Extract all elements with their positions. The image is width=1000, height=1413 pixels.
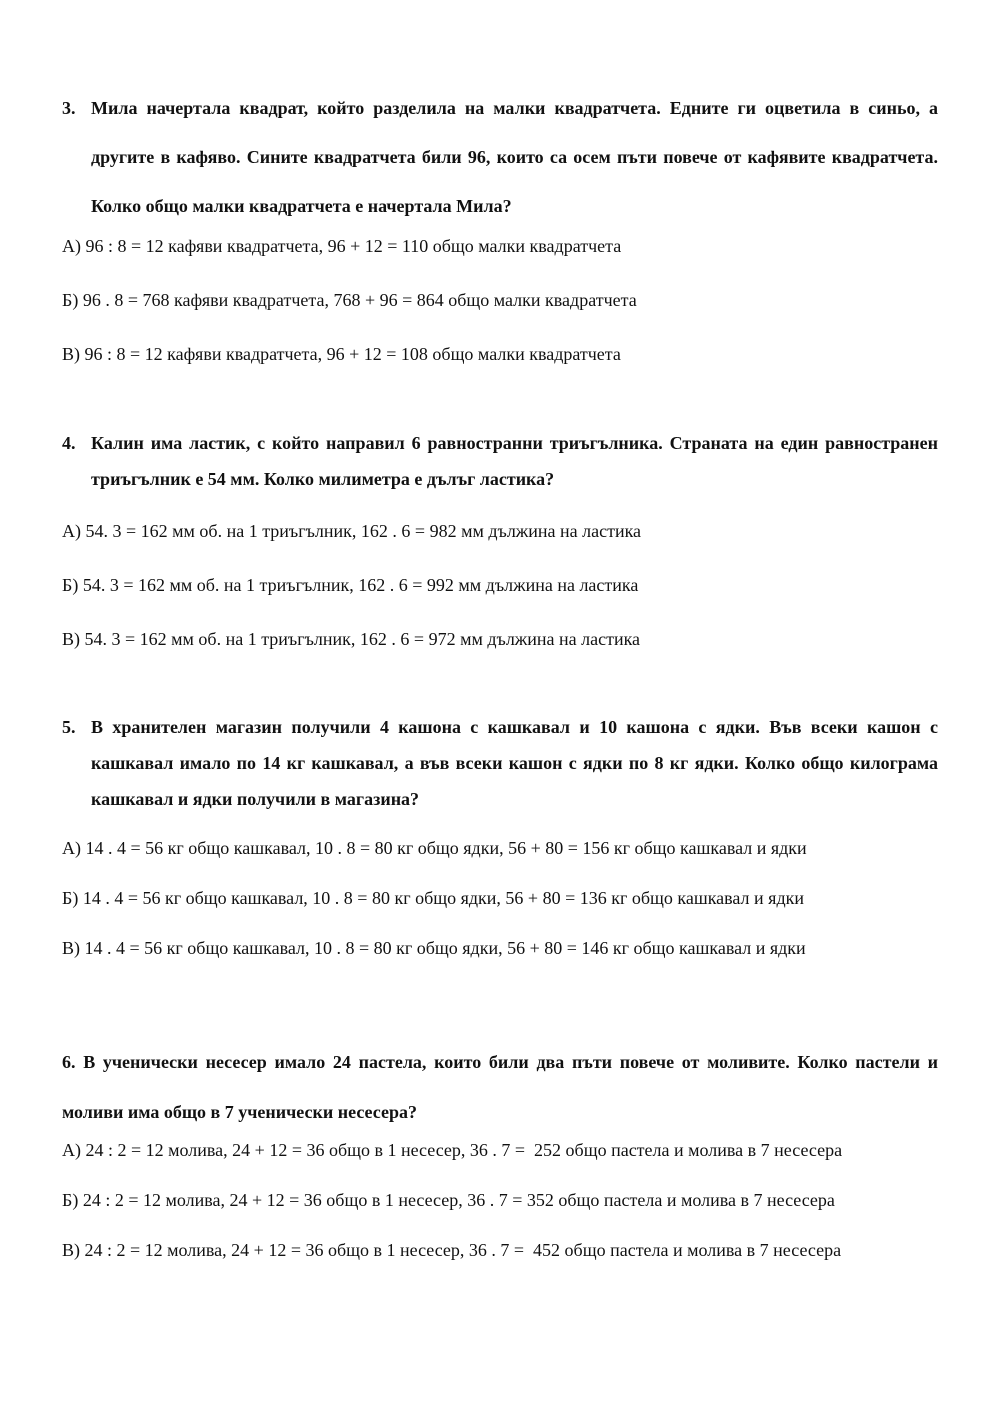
option-c[interactable]: В) 14 . 4 = 56 кг общо кашкавал, 10 . 8 = 80 кг общо ядки, 56 + 80 = 146 кг общо кашкавал и ядки <box>62 938 806 958</box>
option-c[interactable]: В) 54. 3 = 162 мм об. на 1 триъгълник, 162 . 6 = 972 мм дължина на ластика <box>62 629 641 649</box>
option-b[interactable]: Б) 54. 3 = 162 мм об. на 1 триъгълник, 162 . 6 = 992 мм дължина на ластика <box>62 575 639 595</box>
question-6 <box>62 1037 938 1137</box>
question-text: В хранителен магазин получили 4 кашона с кашкавал и 10 кашона с ядки. Във всеки кашон с кашкавал имало по 14 кг кашкавал, а във всеки кашон с ядки по 8 кг ядки. Колко общо килограма кашкавал и ядки получили в магазина? <box>91 717 938 809</box>
question-number: 3. <box>62 98 76 118</box>
option-b[interactable]: Б) 24 : 2 = 12 молива, 24 + 12 = 36 общо в 1 несесер, 36 . 7 = 352 общо пастела и молива в 7 несесера <box>62 1190 835 1210</box>
question-3 <box>62 84 938 231</box>
question-text: Мила начертала квадрат, който разделила на малки квадратчета. Едните ги оцветила в синьо, а другите в кафяво. Сините квадратчета били 96, които са осем пъти повече от кафявите квадратчета. Колко общо малки квадратчета е начертала Мила? <box>91 98 938 216</box>
option-b[interactable]: Б) 14 . 4 = 56 кг общо кашкавал, 10 . 8 = 80 кг общо ядки, 56 + 80 = 136 кг общо кашкавал и ядки <box>62 888 804 908</box>
question-number: 4. <box>62 433 76 453</box>
option-b[interactable]: Б) 96 . 8 = 768 кафяви квадратчета, 768 + 96 = 864 общо малки квадратчета <box>62 290 637 310</box>
option-a[interactable]: А) 54. 3 = 162 мм об. на 1 триъгълник, 162 . 6 = 982 мм дължина на ластика <box>62 521 642 541</box>
option-a[interactable]: А) 24 : 2 = 12 молива, 24 + 12 = 36 общо в 1 несесер, 36 . 7 = 252 общо пастела и молива в 7 несесера <box>62 1140 843 1160</box>
question-4 <box>62 425 938 497</box>
question-text: В ученически несесер имало 24 пастела, които били два пъти повече от моливите. Колко пастели и моливи има общо в 7 ученически несесера? <box>62 1052 939 1122</box>
option-a[interactable]: А) 96 : 8 = 12 кафяви квадратчета, 96 + 12 = 110 общо малки квадратчета <box>62 236 622 256</box>
option-c[interactable]: В) 24 : 2 = 12 молива, 24 + 12 = 36 общо в 1 несесер, 36 . 7 = 452 общо пастела и молива в 7 несесера <box>62 1240 842 1260</box>
question-number: 5. <box>62 717 76 737</box>
option-a[interactable]: А) 14 . 4 = 56 кг общо кашкавал, 10 . 8 = 80 кг общо ядки, 56 + 80 = 156 кг общо кашкавал и ядки <box>62 838 807 858</box>
option-c[interactable]: В) 96 : 8 = 12 кафяви квадратчета, 96 + 12 = 108 общо малки квадратчета <box>62 344 621 364</box>
question-text: Калин има ластик, с който направил 6 равностранни триъгълника. Страната на един равностранен триъгълник е 54 мм. Колко милиметра е дълъг ластика? <box>91 433 938 489</box>
question-5 <box>62 709 938 817</box>
question-number: 6. <box>62 1052 76 1072</box>
